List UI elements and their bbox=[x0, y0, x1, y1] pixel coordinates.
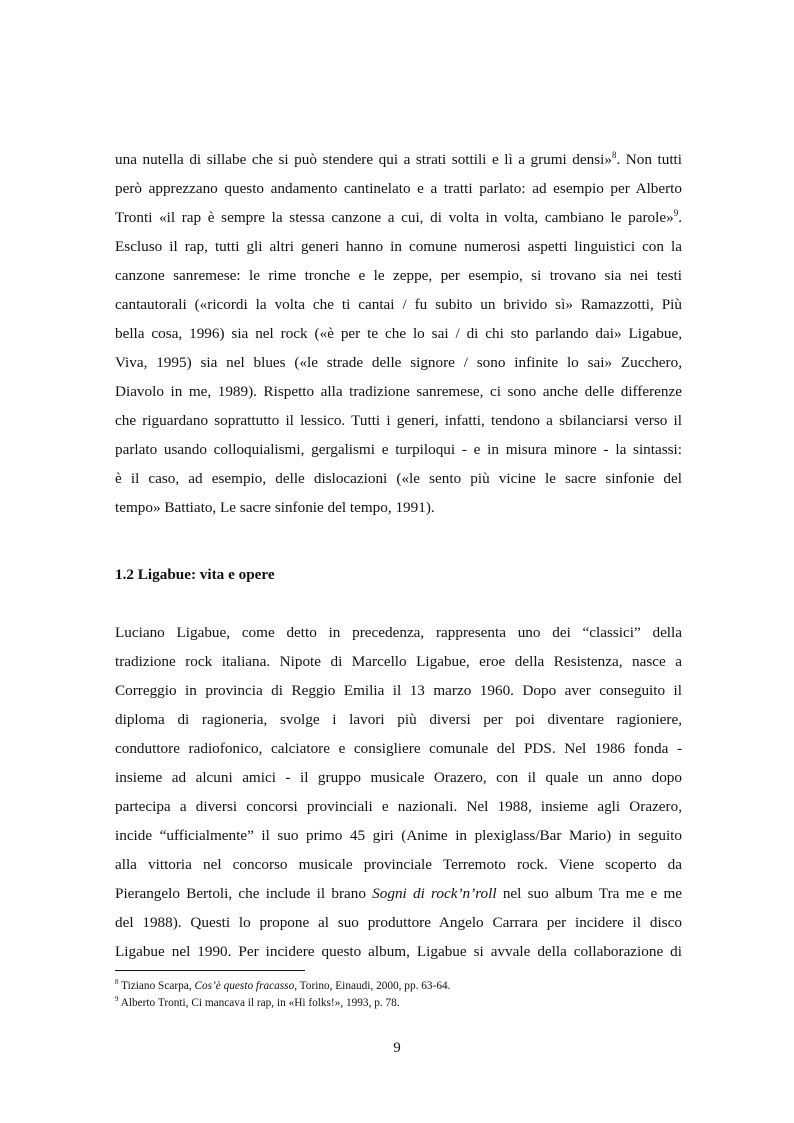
song-title: Sogni di rock’n’roll bbox=[372, 885, 497, 902]
text-line: è il caso, ad esempio, delle dislocazioni («le sento più vicine le sacre sinfonie del bbox=[115, 470, 682, 487]
text-line: tradizione rock italiana. Nipote di Marcello Ligabue, eroe della Resistenza, nasce a bbox=[115, 653, 682, 670]
section-heading: 1.2 Ligabue: vita e opere bbox=[115, 566, 275, 583]
text-line: però apprezzano questo andamento cantinelato e a tratti parlato: ad esempio per Alberto bbox=[115, 180, 682, 197]
text-line: bella cosa, 1996) sia nel rock («è per te che lo sai / di chi sto parlando dai» Ligabue, bbox=[115, 325, 682, 342]
text-line: Correggio in provincia di Reggio Emilia il 13 marzo 1960. Dopo aver conseguito il bbox=[115, 682, 682, 699]
footnote-ref-9[interactable]: 9 bbox=[673, 207, 679, 218]
text-line: diploma di ragioneria, svolge i lavori più diversi per poi diventare ragioniere, bbox=[115, 711, 682, 728]
footnote-8: $^8$ Tiziano Scarpa, Cos’è questo fracasso, Torino, Einaudi, 2000, pp. 63-64. bbox=[115, 978, 451, 992]
text-line: Luciano Ligabue, come detto in precedenza, rappresenta uno dei “classici” della bbox=[115, 624, 682, 641]
text-line: del 1988). Questi lo propone al suo produttore Angelo Carrara per incidere il disco bbox=[115, 914, 682, 931]
text-line: conduttore radiofonico, calciatore e consigliere comunale del PDS. Nel 1986 fonda - bbox=[115, 740, 682, 757]
text-line: cantautorali («ricordi la volta che ti cantai / fu subito un brivido sì» Ramazzotti, Più bbox=[115, 296, 682, 313]
text-line: insieme ad alcuni amici - il gruppo musicale Orazero, con il quale un anno dopo bbox=[115, 769, 682, 786]
paragraph-sanremo-genres bbox=[115, 145, 682, 522]
text-line: canzone sanremese: le rime tronche e le zeppe, per esempio, si trovano sia nei testi bbox=[115, 267, 682, 284]
text-line: tempo» Battiato, Le sacre sinfonie del tempo, 1991). bbox=[115, 499, 435, 516]
text-line: Diavolo in me, 1989). Rispetto alla tradizione sanremese, ci sono anche delle differenze bbox=[115, 383, 682, 400]
text-line: che riguardano soprattutto il lessico. Tutti i generi, infatti, tendono a sbilanciarsi verso il bbox=[115, 412, 682, 429]
text-line: partecipa a diversi concorsi provinciali e nazionali. Nel 1988, insieme agli Orazero, bbox=[115, 798, 682, 815]
text-line: una nutella di sillabe che si può stendere qui a strati sottili e lì a grumi densi»$^8$. Non tutti bbox=[115, 149, 682, 168]
text-line: parlato usando colloquialismi, gergalismi e turpiloqui - e in misura minore - la sintassi: bbox=[115, 441, 682, 458]
text-line: Pierangelo Bertoli, che include il brano Sogni di rock’n’roll nel suo album Tra me e me bbox=[115, 885, 682, 902]
text-line: incide “ufficialmente” il suo primo 45 giri (Anime in plexiglass/Bar Mario) in seguito bbox=[115, 827, 682, 844]
page-number: 9 bbox=[393, 1040, 401, 1056]
footnote-divider bbox=[115, 970, 305, 971]
footnote-ref-8[interactable]: 8 bbox=[611, 149, 617, 160]
footnote-9: $^9$ Alberto Tronti, Ci mancava il rap, in «Hi folks!», 1993, p. 78. bbox=[115, 995, 400, 1009]
text-line: Tronti «il rap è sempre la stessa canzone a cui, di volta in volta, cambiano le parole»$^9$. bbox=[115, 207, 682, 226]
text-line: Escluso il rap, tutti gli altri generi hanno in comune numerosi aspetti linguistici con la bbox=[115, 238, 682, 255]
text-line: Viva, 1995) sia nel blues («le strade delle signore / sono infinite lo sai» Zucchero, bbox=[115, 354, 682, 371]
paragraph-ligabue-biography bbox=[115, 618, 682, 966]
footnotes bbox=[115, 978, 450, 1012]
text-line: alla vittoria nel concorso musicale provinciale Terremoto rock. Viene scoperto da bbox=[115, 856, 682, 873]
text-line: Ligabue nel 1990. Per incidere questo album, Ligabue si avvale della collaborazione di bbox=[115, 943, 682, 960]
book-title: Cos’è questo fracasso bbox=[194, 980, 295, 992]
